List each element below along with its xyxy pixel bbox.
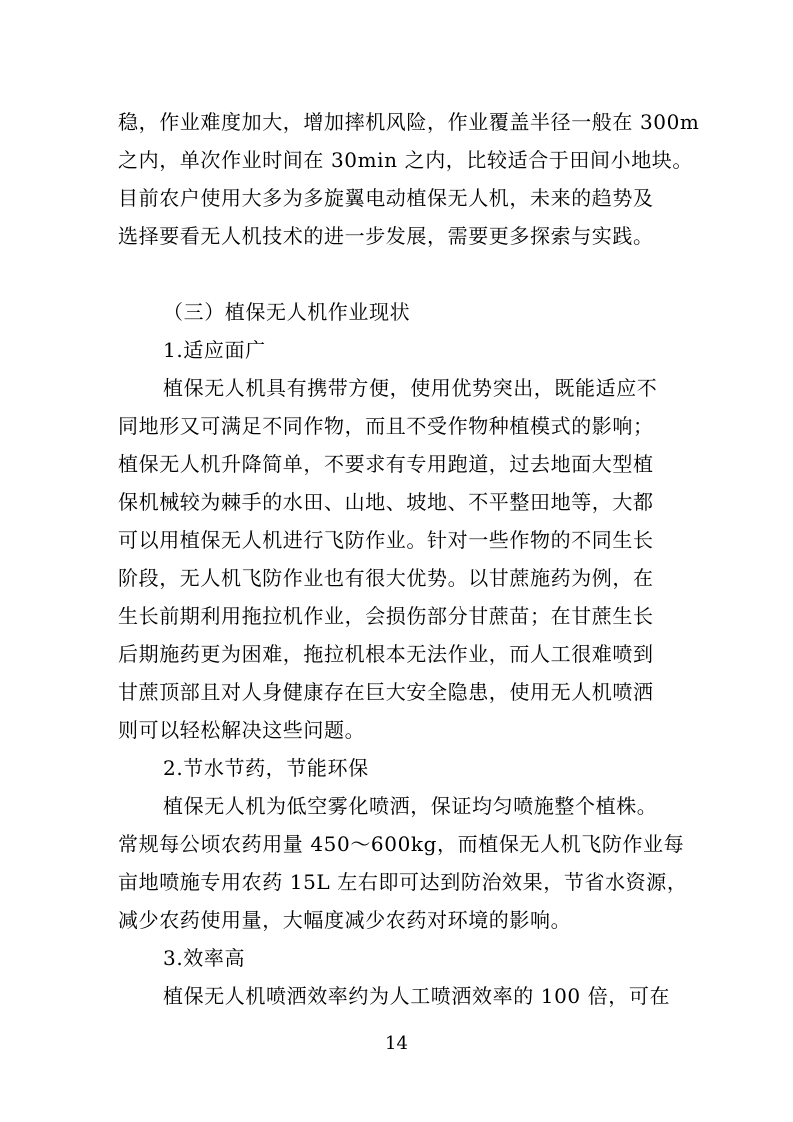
subsection-heading: 3.效率高 <box>163 946 246 970</box>
paragraph-line: 甘蔗顶部且对人身健康存在巨大安全隐患，使用无人机喷洒 <box>118 680 654 704</box>
paragraph-line: 目前农户使用大多为多旋翼电动植保无人机，未来的趋势及 <box>118 186 654 210</box>
paragraph-line: 可以用植保无人机进行飞防作业。针对一些作物的不同生长 <box>118 528 654 552</box>
paragraph-line: 生长前期利用拖拉机作业，会损伤部分甘蔗苗；在甘蔗生长 <box>118 604 654 628</box>
paragraph-line: 减少农药使用量，大幅度减少农药对环境的影响。 <box>118 908 572 932</box>
paragraph-line: 植保无人机喷洒效率约为人工喷洒效率的 100 倍，可在 <box>163 984 671 1008</box>
subsection-heading: 1.适应面广 <box>163 338 266 362</box>
page-number: 14 <box>385 1033 408 1054</box>
paragraph-line: 常规每公顷农药用量 450～600kg，而植保无人机飞防作业每 <box>118 832 685 856</box>
paragraph-line: 同地形又可满足不同作物，而且不受作物种植模式的影响； <box>118 414 654 438</box>
paragraph-line: 植保无人机为低空雾化喷洒，保证均匀喷施整个植株。 <box>163 794 658 818</box>
paragraph-line: 稳，作业难度加大，增加摔机风险，作业覆盖半径一般在 300m <box>118 110 700 134</box>
subsection-heading: 2.节水节药，节能环保 <box>163 756 369 780</box>
paragraph-line: 亩地喷施专用农药 15L 左右即可达到防治效果，节省水资源， <box>118 870 688 894</box>
paragraph-line: 后期施药更为困难，拖拉机根本无法作业，而人工很难喷到 <box>118 642 654 666</box>
paragraph-line: 保机械较为棘手的水田、山地、坡地、不平整田地等，大都 <box>118 490 654 514</box>
section-heading: （三）植保无人机作业现状 <box>163 300 411 324</box>
paragraph-line: 选择要看无人机技术的进一步发展，需要更多探索与实践。 <box>118 224 654 248</box>
paragraph-line: 阶段，无人机飞防作业也有很大优势。以甘蔗施药为例，在 <box>118 566 654 590</box>
paragraph-line: 植保无人机升降简单，不要求有专用跑道，过去地面大型植 <box>118 452 654 476</box>
paragraph-line: 植保无人机具有携带方便，使用优势突出，既能适应不 <box>163 376 658 400</box>
paragraph-line: 之内，单次作业时间在 30min 之内，比较适合于田间小地块。 <box>118 148 694 172</box>
paragraph-line: 则可以轻松解决这些问题。 <box>118 718 366 742</box>
